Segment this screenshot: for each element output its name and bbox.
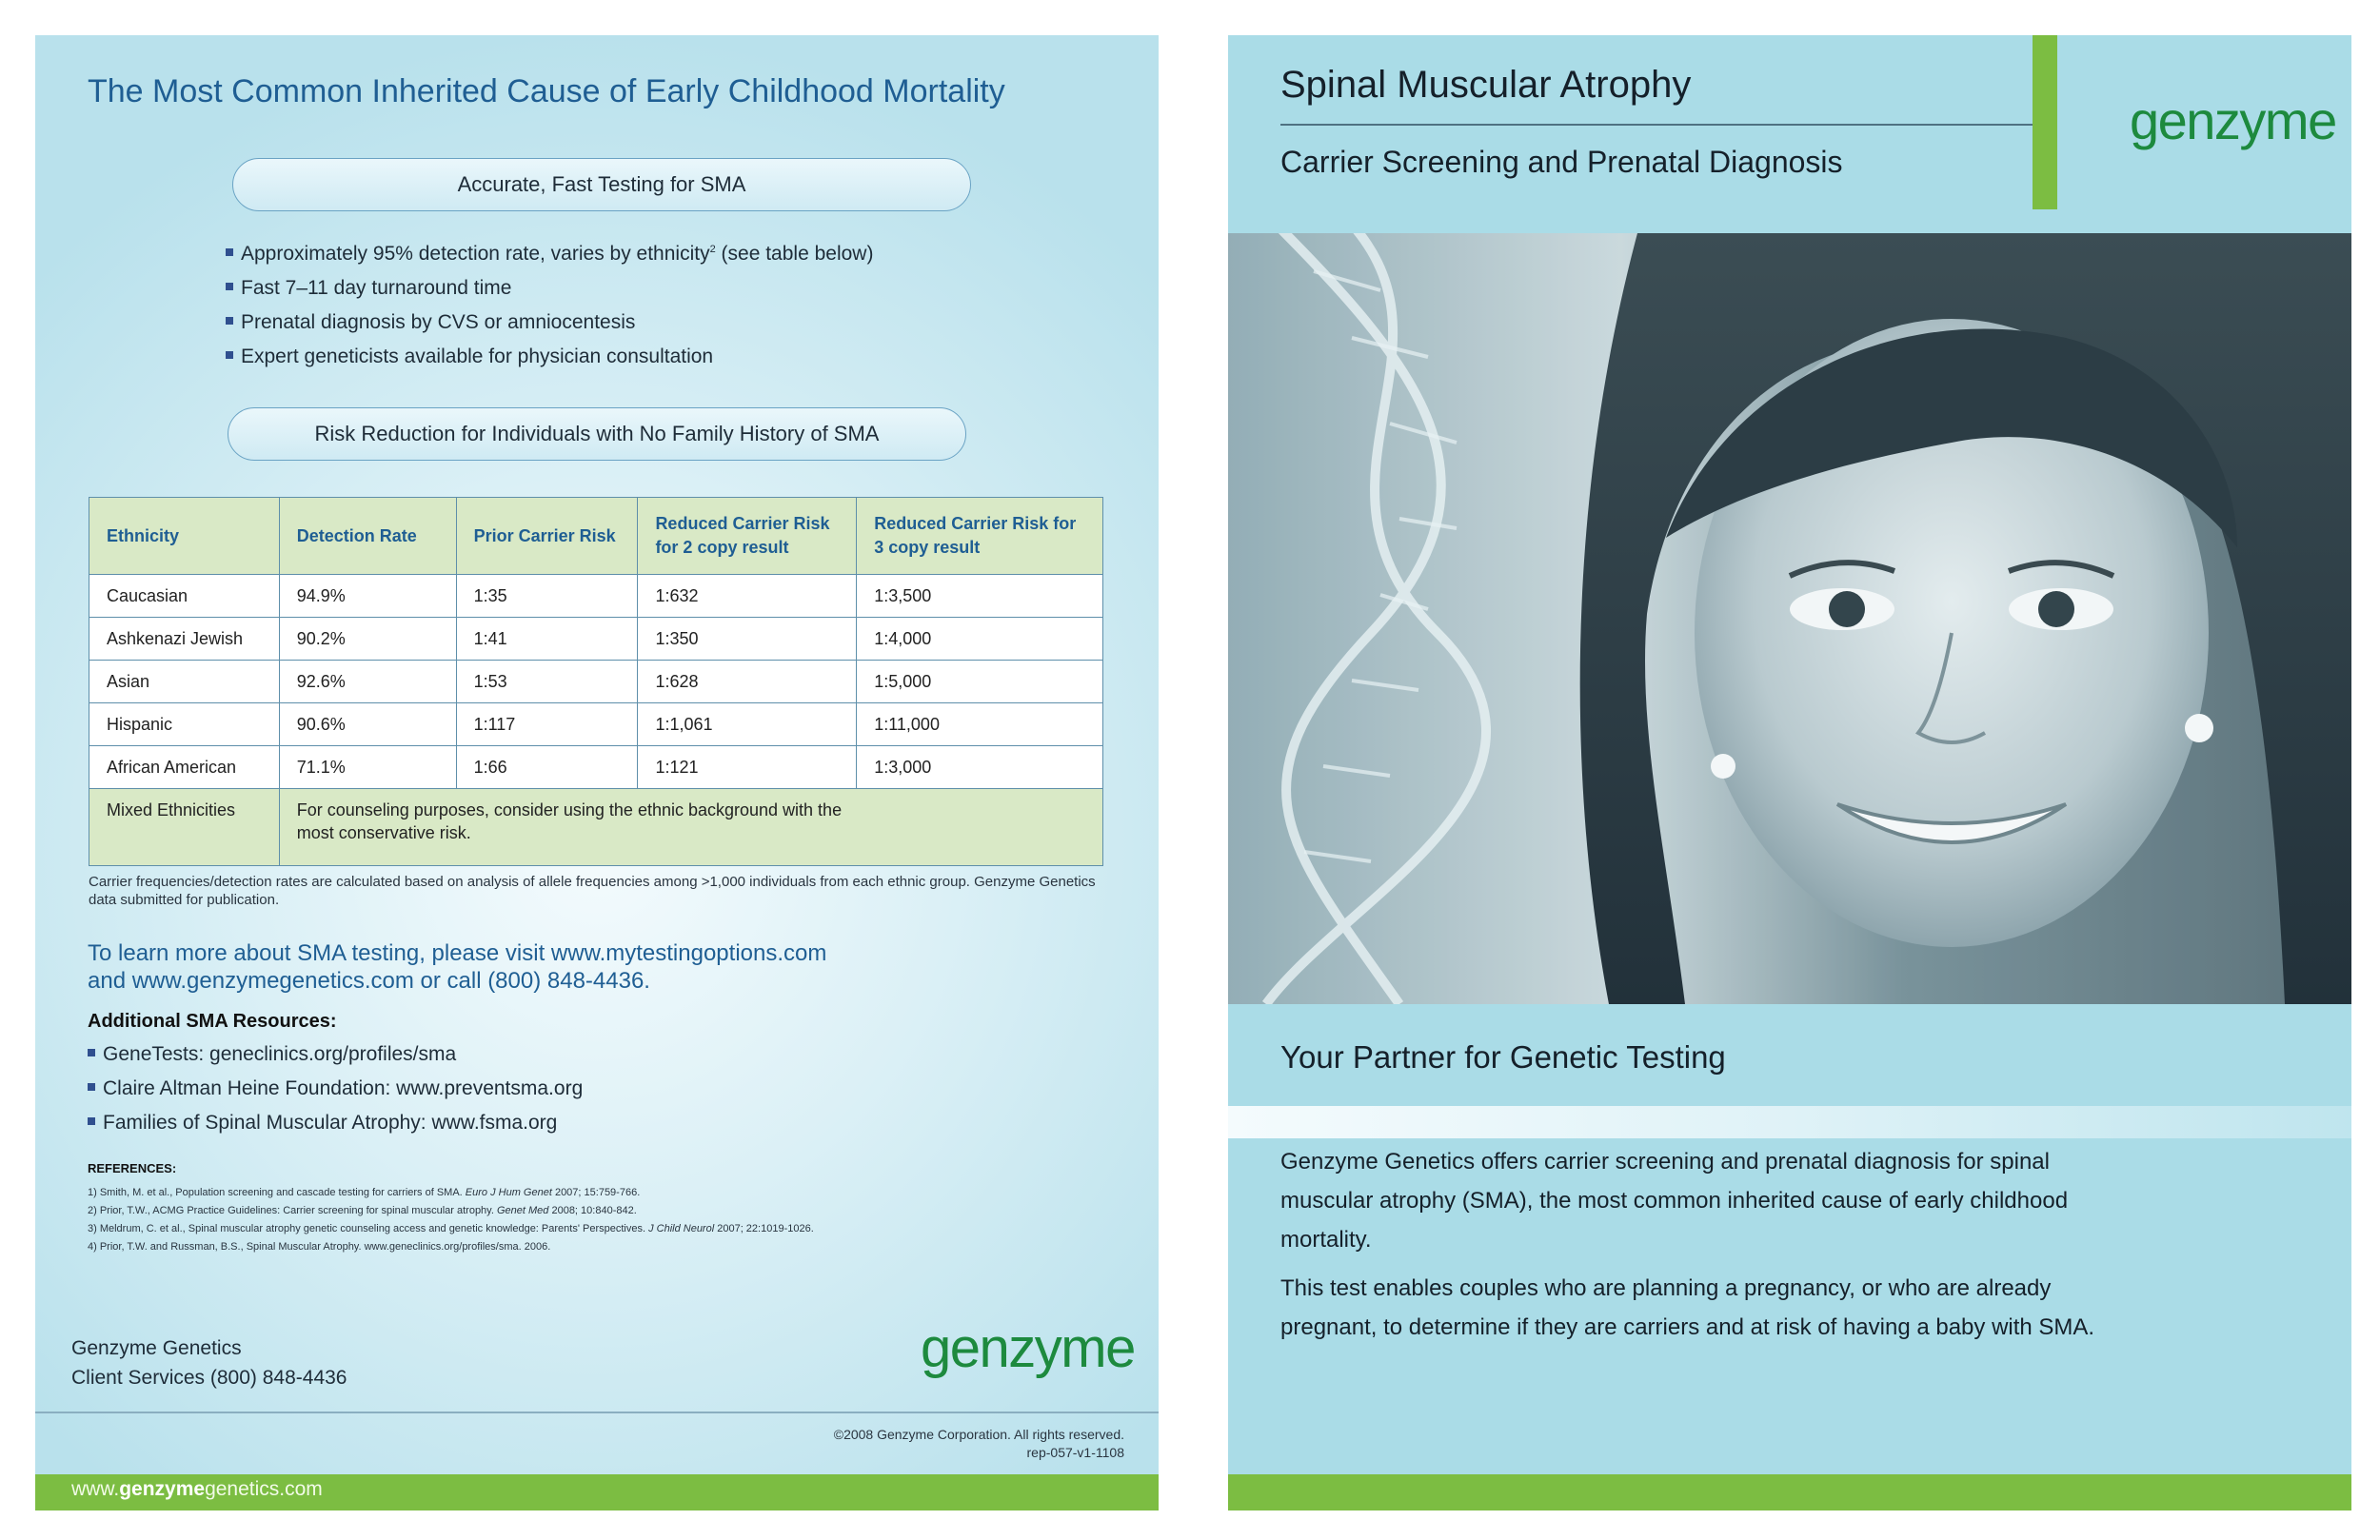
table-cell: 1:3,500 bbox=[857, 575, 1103, 618]
bullet-square-icon bbox=[226, 317, 233, 325]
section-pill-testing: Accurate, Fast Testing for SMA bbox=[232, 158, 971, 211]
reference-text-after: 2008; 10:840-842. bbox=[548, 1205, 637, 1216]
table-cell: Hispanic bbox=[89, 703, 280, 746]
list-item bbox=[226, 340, 873, 374]
bullet-text: Prenatal diagnosis by CVS or amniocentesis bbox=[241, 311, 636, 333]
reference-item bbox=[88, 1184, 814, 1202]
list-item bbox=[226, 306, 873, 340]
table-row bbox=[89, 661, 1103, 703]
bullet-text: Approximately 95% detection rate, varies by ethnicity bbox=[241, 243, 710, 265]
footer-bar bbox=[1228, 1474, 2351, 1510]
table-cell: 1:53 bbox=[456, 661, 638, 703]
references-heading: REFERENCES: bbox=[88, 1161, 177, 1175]
table-cell: 1:11,000 bbox=[857, 703, 1103, 746]
list-item bbox=[226, 232, 873, 271]
cover-body bbox=[1280, 1142, 2137, 1356]
document-code: rep-057-v1-1108 bbox=[1026, 1445, 1124, 1460]
contact-name: Genzyme Genetics bbox=[71, 1337, 242, 1359]
copyright-text: ©2008 Genzyme Corporation. All rights reserved. bbox=[833, 1427, 1124, 1442]
table-cell: African American bbox=[89, 746, 280, 789]
table-cell: 1:41 bbox=[456, 618, 638, 661]
table-row bbox=[89, 575, 1103, 618]
cover-title: Spinal Muscular Atrophy bbox=[1280, 64, 1692, 106]
reference-journal: Euro J Hum Genet bbox=[465, 1187, 552, 1198]
table-row bbox=[89, 746, 1103, 789]
column-header: Reduced Carrier Risk for 2 copy result bbox=[638, 498, 857, 575]
bullet-square-icon bbox=[88, 1117, 95, 1125]
table-cell: 90.6% bbox=[279, 703, 456, 746]
reference-item bbox=[88, 1238, 814, 1256]
table-cell: 90.2% bbox=[279, 618, 456, 661]
learn-more-line: and www.genzymegenetics.com or call (800) 848-4436. bbox=[88, 968, 650, 994]
column-header: Reduced Carrier Risk for 3 copy result bbox=[857, 498, 1103, 575]
url-brand: genzyme bbox=[119, 1478, 206, 1500]
reference-text: 1) Smith, M. et al., Population screening and cascade testing for carriers of SMA. bbox=[88, 1187, 466, 1198]
bullet-text: Expert geneticists available for physician consultation bbox=[241, 346, 714, 367]
reference-text-after: 2007; 22:1019-1026. bbox=[714, 1223, 814, 1234]
section-pill-risk: Risk Reduction for Individuals with No Family History of SMA bbox=[228, 407, 966, 461]
divider bbox=[35, 1412, 1159, 1413]
bullet-square-icon bbox=[226, 351, 233, 359]
list-item bbox=[88, 1106, 583, 1140]
cover-header bbox=[1228, 35, 2351, 209]
table-cell: Caucasian bbox=[89, 575, 280, 618]
column-header: Prior Carrier Risk bbox=[456, 498, 638, 575]
table-cell: 1:117 bbox=[456, 703, 638, 746]
bullet-square-icon bbox=[226, 248, 233, 256]
reference-item bbox=[88, 1202, 814, 1220]
table-cell: 1:5,000 bbox=[857, 661, 1103, 703]
genzyme-logo: genzyme bbox=[2130, 90, 2336, 150]
risk-table bbox=[89, 497, 1103, 866]
copyright-block bbox=[834, 1426, 1124, 1462]
tagline-band bbox=[1228, 1106, 2351, 1138]
portrait-photo bbox=[1228, 233, 2351, 1004]
reference-text: 2) Prior, T.W., ACMG Practice Guidelines: Carrier screening for spinal muscular atrophy. bbox=[88, 1205, 497, 1216]
column-header: Detection Rate bbox=[279, 498, 456, 575]
table-cell: 1:1,061 bbox=[638, 703, 857, 746]
resources-list bbox=[88, 1037, 583, 1140]
table-cell: 1:628 bbox=[638, 661, 857, 703]
table-row bbox=[89, 618, 1103, 661]
bullet-text-after: (see table below) bbox=[715, 243, 874, 265]
reference-journal: J Child Neurol bbox=[648, 1223, 715, 1234]
body-paragraph: Genzyme Genetics offers carrier screening and prenatal diagnosis for spinal muscular atrophy (SMA), the most common inherited cause of early childhood mortality. bbox=[1280, 1149, 2069, 1253]
learn-more-line: To learn more about SMA testing, please visit www.mytestingoptions.com bbox=[88, 940, 827, 966]
table-header-row bbox=[89, 498, 1103, 575]
cover-panel bbox=[1228, 35, 2351, 1510]
back-panel bbox=[35, 35, 1159, 1510]
reference-text: 3) Meldrum, C. et al., Spinal muscular atrophy genetic counseling access and genetic knowledge: Parents' Perspectives. bbox=[88, 1223, 649, 1234]
genzyme-logo: genzyme bbox=[921, 1317, 1135, 1379]
resource-text: Claire Altman Heine Foundation: www.preventsma.org bbox=[103, 1077, 584, 1099]
table-cell: 92.6% bbox=[279, 661, 456, 703]
table-cell: Ashkenazi Jewish bbox=[89, 618, 280, 661]
table-cell: Mixed Ethnicities bbox=[89, 789, 280, 866]
table-cell: 1:3,000 bbox=[857, 746, 1103, 789]
table-cell: 1:632 bbox=[638, 575, 857, 618]
column-header: Ethnicity bbox=[89, 498, 280, 575]
table-cell-note bbox=[279, 789, 1102, 866]
table-cell: 71.1% bbox=[279, 746, 456, 789]
bullet-square-icon bbox=[88, 1083, 95, 1091]
reference-journal: Genet Med bbox=[496, 1205, 549, 1216]
cover-subtitle: Carrier Screening and Prenatal Diagnosis bbox=[1280, 145, 1843, 179]
footer-bar bbox=[35, 1474, 1159, 1510]
contact-block bbox=[71, 1333, 347, 1392]
table-row bbox=[89, 703, 1103, 746]
url-prefix: www. bbox=[71, 1478, 120, 1500]
divider bbox=[1280, 124, 2047, 126]
table-cell: 1:4,000 bbox=[857, 618, 1103, 661]
bullet-square-icon bbox=[226, 283, 233, 290]
footnote-marker: 2 bbox=[709, 244, 716, 255]
resource-text: GeneTests: geneclinics.org/profiles/sma bbox=[103, 1043, 457, 1065]
tagline: Your Partner for Genetic Testing bbox=[1280, 1039, 1726, 1075]
contact-phone: Client Services (800) 848-4436 bbox=[71, 1367, 347, 1389]
table-cell: 1:121 bbox=[638, 746, 857, 789]
list-item bbox=[226, 271, 873, 306]
table-footnote: Carrier frequencies/detection rates are calculated based on analysis of allele frequencies among >1,000 individuals from each ethnic group. Genzyme Genetics data submitted for publication. bbox=[89, 874, 1096, 908]
footer-url[interactable] bbox=[71, 1478, 323, 1501]
table-row-mixed bbox=[89, 789, 1103, 866]
learn-more-text bbox=[88, 939, 826, 995]
bullet-text: Fast 7–11 day turnaround time bbox=[241, 277, 512, 299]
reference-item bbox=[88, 1220, 814, 1238]
references-list bbox=[88, 1184, 814, 1256]
reference-text: 4) Prior, T.W. and Russman, B.S., Spinal Muscular Atrophy. www.geneclinics.org/profiles/sma. 2006. bbox=[88, 1241, 551, 1253]
page-title: The Most Common Inherited Cause of Early Childhood Mortality bbox=[88, 73, 1005, 109]
resources-heading: Additional SMA Resources: bbox=[88, 1011, 337, 1032]
resource-text: Families of Spinal Muscular Atrophy: www.fsma.org bbox=[103, 1112, 558, 1134]
table-cell: 1:66 bbox=[456, 746, 638, 789]
accent-bar bbox=[2033, 35, 2057, 209]
table-cell: 1:350 bbox=[638, 618, 857, 661]
feature-list bbox=[226, 232, 873, 374]
bullet-square-icon bbox=[88, 1049, 95, 1056]
body-paragraph: This test enables couples who are planning a pregnancy, or who are already pregnant, to determine if they are carriers and at risk of having a baby with SMA. bbox=[1280, 1275, 2095, 1340]
list-item bbox=[88, 1072, 583, 1106]
mixed-note-text: For counseling purposes, consider using the ethnic background with the most conservative risk. bbox=[296, 800, 843, 842]
table-cell: 1:35 bbox=[456, 575, 638, 618]
table-cell: Asian bbox=[89, 661, 280, 703]
list-item bbox=[88, 1037, 583, 1072]
reference-text-after: 2007; 15:759-766. bbox=[551, 1187, 641, 1198]
table-cell: 94.9% bbox=[279, 575, 456, 618]
url-suffix: genetics.com bbox=[205, 1478, 323, 1500]
